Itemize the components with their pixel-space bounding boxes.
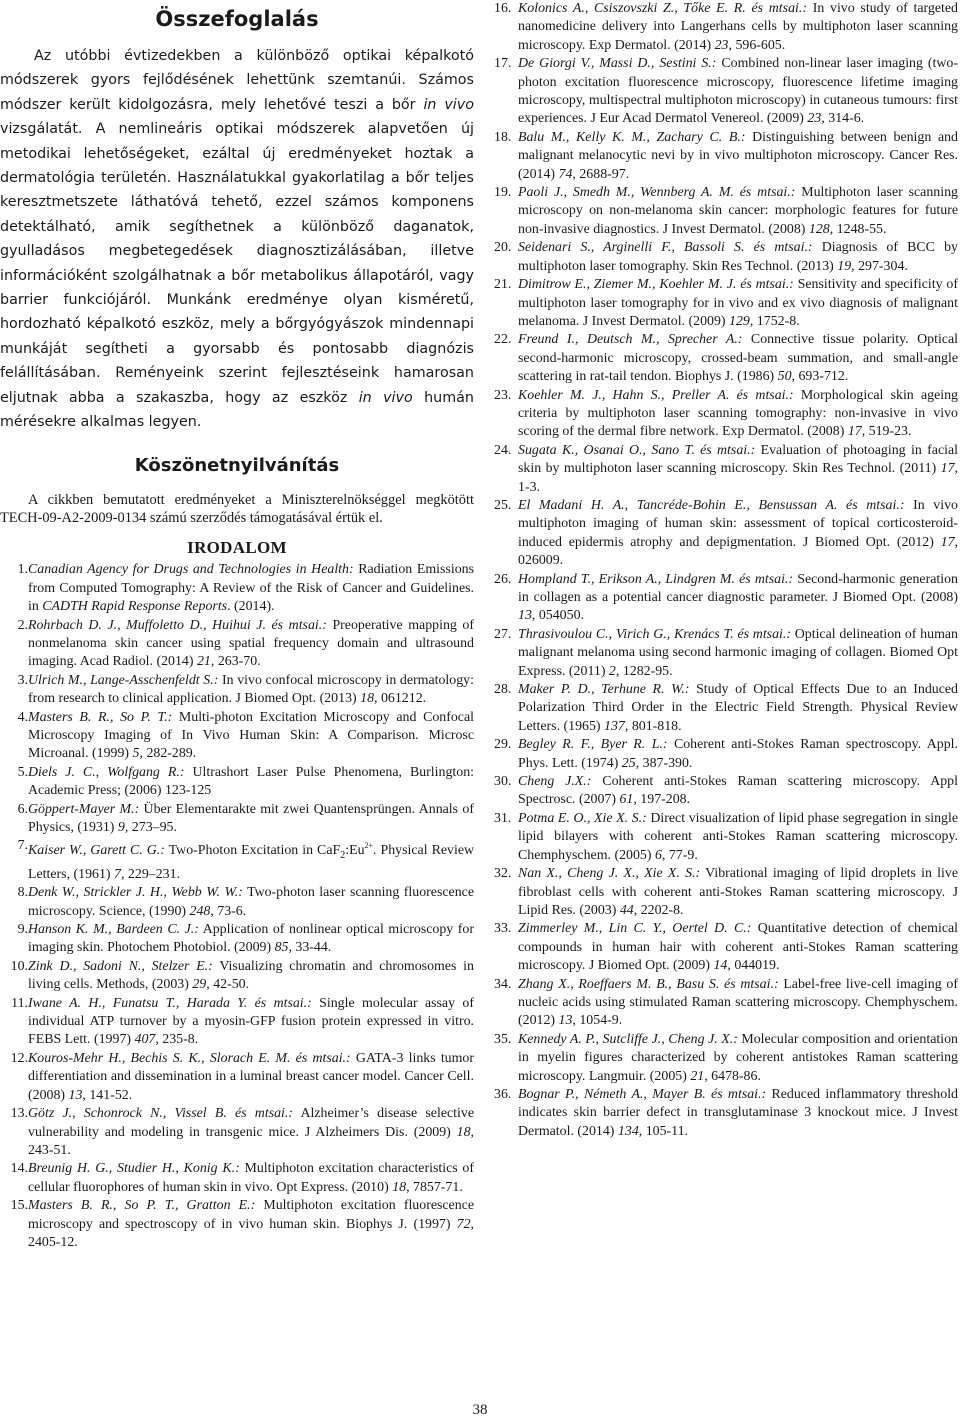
reference-authors: Koehler M. J., Hahn S., Preller A. és mtsai.:	[518, 387, 794, 403]
reference-item	[494, 976, 958, 1031]
reference-volume: 17	[940, 534, 955, 550]
reference-pages: , 314-6.	[821, 111, 865, 127]
acknowledgements-text: A cikkben bemutatott eredményeket a Miniszterelnökséggel megkötött TECH-09-A2-2009-0134 számú szerződés támogatásával értük el.	[0, 491, 474, 526]
reference-volume: 248	[189, 903, 211, 919]
reference-number	[0, 1197, 28, 1215]
reference-text: Coherent anti-Stokes Raman scattering microscopy. Appl Spectrosc. (2007)	[518, 774, 958, 808]
reference-pages: , 273–95.	[124, 820, 177, 835]
reference-number	[494, 0, 520, 18]
reference-number	[0, 709, 28, 727]
reference-number	[0, 561, 28, 579]
reference-pages: , 1054-9.	[572, 1013, 623, 1029]
reference-number-text: 36.	[494, 1086, 512, 1102]
reference-volume: 14	[713, 958, 728, 974]
reference-item	[494, 920, 958, 975]
reference-authors: Breunig H. G., Studier H., Konig K.:	[28, 1161, 240, 1177]
summary-text: vizsgálatát. A nemlineáris optikai módszerek alapvetően új metodikai lehetőségeket, ezáltal új eredményeket hoztak a dermatológia területén. Használatukkal gyakorlatilag a bőr teljes keresztmetszete láthatóvá tehető, ezzel számos komponens detektálható, amik segíthetnek a különböző daganatok, gyulladásos megbetegedések diagnosztizálásában, illetve információként szolgálhatnak a bőr metabolikus állapotáról, vagy barrier funkciójáról. Munkánk eredménye olyan kisméretű, hordozható képalkotó eszköz, mely a bőrgyógyászok mindennapi munkáját segítheti a gyorsabb és pontosabb diagnózis felállításában. Reményeink szerint fejlesztéseink hamarosan eljutnak abba a szakaszba, hogy az eszköz	[0, 121, 474, 406]
reference-volume: 74	[558, 166, 573, 182]
reference-item	[494, 0, 958, 55]
reference-number	[0, 764, 28, 782]
reference-number-text: 25.	[494, 497, 512, 513]
reference-number	[494, 865, 520, 883]
reference-publication: CADTH Rapid Response Reports	[42, 599, 228, 615]
reference-volume: 23	[714, 37, 729, 53]
reference-pages: , 387-390.	[635, 755, 693, 771]
reference-text: In vivo confocal microscopy in dermatology: from research to clinical application. J Biomed Opt. (2013)	[28, 672, 474, 707]
reference-number-text: 16.	[494, 1, 512, 16]
reference-item	[494, 1086, 958, 1141]
reference-pages: . (2014).	[227, 599, 275, 615]
reference-volume: 128	[808, 221, 830, 237]
reference-volume: 7	[114, 866, 121, 882]
reference-authors: Zimmerley M., Lin C. Y., Oertel D. C.:	[518, 921, 752, 937]
reference-number	[0, 1050, 28, 1068]
reference-number-text: 35.	[494, 1031, 512, 1047]
reference-number	[0, 921, 28, 939]
reference-text: Multiphoton excitation characteristics of cellular fluorophores of human skin in vivo. Opt Express. (2010)	[28, 1161, 474, 1195]
reference-authors: Freund I., Deutsch M., Sprecher A.:	[518, 332, 743, 348]
reference-number-text: 24.	[494, 442, 512, 458]
reference-volume: 13	[68, 1087, 83, 1103]
right-column	[494, 0, 958, 1141]
reference-text: Study of Optical Effects Due to an Induced Polarization Third Order in the Electric Field Strength. Physical Review Letters. (1965)	[518, 682, 958, 734]
reference-authors: Masters B. R., So P. T., Gratton E.:	[28, 1198, 256, 1214]
reference-authors: Rohrbach D. J., Muffoletto D., Huihui J. és mtsai.:	[28, 617, 327, 633]
reference-text: Über Elementarakte mit zwei Quantensprüngen. Annals of Physics, (1931)	[28, 801, 474, 835]
reference-list-right	[494, 0, 958, 1141]
reference-pages: , 282-289.	[139, 746, 197, 762]
reference-volume: 129	[729, 313, 750, 329]
reference-volume: 9	[117, 820, 125, 835]
reference-volume: 50	[777, 369, 792, 385]
acknowledgements-title: Köszönetnyilvánítás	[134, 454, 340, 476]
reference-volume: 134	[617, 1123, 639, 1139]
reference-authors: El Madani H. A., Tancréde-Bohin E., Bensussan A. és mtsai.:	[518, 497, 905, 513]
reference-number-text: 12.	[10, 1050, 28, 1066]
reference-authors: Thrasivoulou C., Virich G., Krenács T. és mtsai.:	[518, 626, 791, 642]
reference-number	[494, 387, 520, 405]
reference-text: Direct visualization of lipid phase segregation in single lipid bilayers with coherent anti-Stokes Raman scattering microscopy. Chemphyschem. (2005)	[518, 810, 958, 863]
left-column	[0, 0, 474, 1252]
reference-authors: Iwane A. H., Funatsu T., Harada Y. és mtsai.:	[28, 995, 312, 1011]
reference-item	[494, 865, 958, 920]
reference-pages: , 2405-12.	[28, 1216, 474, 1250]
reference-volume: 44	[619, 902, 634, 918]
reference-pages: , 33-44.	[288, 940, 332, 956]
reference-number	[494, 239, 520, 257]
reference-number	[0, 1160, 28, 1178]
reference-authors: Balu M., Kelly K. M., Zachary C. B.:	[518, 129, 746, 145]
reference-text: Multi-photon Excitation Microscopy and Confocal Microscopy Imaging of In Vivo Human Skin: A Comparison. Microsc Microanal. (1999)	[28, 709, 474, 762]
reference-volume: 29	[192, 977, 207, 993]
reference-authors: Denk W., Strickler J. H., Webb W. W.:	[28, 885, 243, 901]
reference-text: Distinguishing between benign and malignant melanocytic nevi by in vivo multiphoton microscopy. Cancer Res. (2014)	[518, 129, 959, 182]
reference-text: In vivo study of targeted nanomedicine delivery into Langerhans cells by multiphoton laser scanning microscopy. Exp Dermatol. (2014)	[518, 1, 959, 53]
reference-volume: 21	[690, 1068, 705, 1084]
reference-pages: , 105-11.	[638, 1123, 689, 1139]
reference-pages: , 1-3.	[518, 461, 958, 495]
reference-item	[494, 239, 958, 276]
reference-authors: Nan X., Cheng J. X., Xie X. S.:	[518, 866, 701, 882]
reference-pages: , 596-605.	[728, 37, 786, 53]
reference-authors: Maker P. D., Terhune R. W.:	[518, 682, 690, 698]
reference-authors: Seidenari S., Arginelli F., Bassoli S. és mtsai.:	[518, 240, 813, 256]
reference-number-text: 31.	[494, 810, 512, 826]
reference-item	[494, 331, 958, 386]
reference-item	[0, 709, 474, 764]
reference-authors: Bognar P., Németh A., Mayer B. és mtsai.:	[518, 1086, 767, 1102]
reference-number-text: 5.	[17, 764, 28, 780]
reference-pages: , 141-52.	[82, 1087, 133, 1103]
reference-number-text: 7.	[17, 838, 28, 854]
reference-item	[0, 921, 474, 958]
reference-number	[0, 837, 28, 855]
reference-text: Vibrational imaging of lipid droplets in live fibroblast cells with coherent anti-Stokes Raman scattering microscopy. J Lipid Res. (2003)	[518, 866, 958, 918]
reference-text: Evaluation of photoaging in facial skin by multiphoton laser scanning microscopy. Skin Res Technol. (2011)	[518, 442, 958, 477]
reference-number-text: 20.	[494, 240, 512, 256]
reference-number	[494, 736, 520, 754]
reference-number	[0, 801, 28, 819]
reference-authors: Götz J., Schonrock N., Vissel B. és mtsai.:	[28, 1106, 294, 1122]
reference-number-text: 6.	[17, 801, 28, 817]
reference-number	[494, 129, 520, 147]
reference-number	[0, 1105, 28, 1123]
reference-item	[494, 276, 958, 331]
reference-pages: , 1282-95.	[615, 663, 673, 679]
reference-number-text: 9.	[17, 922, 28, 938]
reference-authors: Kaiser W., Garett C. G.:	[28, 843, 165, 859]
reference-volume: 137	[604, 718, 625, 734]
reference-text: Combined non-linear laser imaging (two-photon excitation fluorescence microscopy, fluorescence lifetime imaging microscopy, multispectral multiphoton microscopy) in cutaneous tumours: first experiences. J Eur Acad Dermatol Venereol. (2009)	[518, 56, 958, 127]
reference-text: Ultrashort Laser Pulse Phenomena, Burlington: Academic Press; (2006) 123-125	[28, 764, 474, 799]
reference-number	[494, 184, 520, 202]
reference-number	[494, 920, 520, 938]
page-number: 38	[472, 1402, 488, 1418]
reference-item	[494, 736, 958, 773]
reference-number	[0, 995, 28, 1013]
reference-text: Single molecular assay of individual ATP turnover by a myosin-GFP fusion protein expressed in vitro. FEBS Lett. (1997)	[28, 995, 474, 1048]
reference-number-text: 4.	[17, 709, 28, 725]
reference-volume: 2	[608, 663, 616, 679]
reference-number-text: 10.	[10, 958, 28, 974]
reference-item	[0, 1105, 474, 1160]
reference-number-text: 19.	[494, 185, 512, 201]
reference-number-text: 3.	[17, 672, 28, 688]
reference-authors: Kolonics A., Csiszovszki Z., Tőke E. R. és mtsai.:	[518, 1, 807, 16]
reference-volume: 23	[807, 111, 822, 127]
reference-authors: Göppert-Mayer M.:	[28, 801, 140, 817]
reference-text: Application of nonlinear optical microscopy for imaging skin. Photochem Photobiol. (2009)	[28, 922, 474, 956]
reference-number	[494, 331, 520, 349]
reference-number	[0, 672, 28, 690]
summary-italic-text: in vivo	[358, 389, 413, 406]
reference-pages: , 243-51.	[28, 1124, 474, 1158]
summary-text: Az utóbbi évtizedekben a különböző optikai képalkotó módszerek gyors fejlődésének lehettünk szemtanúi. Számos módszer került kidolgozásra, mely lehetővé teszi a bőr	[0, 48, 474, 113]
reference-text: Reduced inflammatory threshold indicates skin barrier defect in transglutaminase 3 knockout mice. J Invest Dermatol. (2014)	[518, 1086, 958, 1139]
reference-number	[494, 681, 520, 699]
reference-text: Alzheimer’s disease selective vulnerability and modeling in transgenic mice. J Alzheimers Dis. (2009)	[28, 1106, 474, 1140]
reference-text: Multiphoton excitation fluorescence microscopy and spectroscopy of in vivo human skin. Biophys J. (1997)	[28, 1198, 474, 1232]
reference-text: Diagnosis of BCC by multiphoton laser tomography. Skin Res Technol. (2013)	[518, 240, 958, 274]
reference-authors: De Giorgi V., Massi D., Sestini S.:	[518, 56, 717, 72]
reference-text: Morphological skin ageing criteria by multiphoton laser scanning tomography: non-invasive in vivo scoring of the dermal fibre network. Exp Dermatol. (2008)	[518, 387, 958, 440]
reference-authors: Zhang X., Roeffaers M. B., Basu S. és mtsai.:	[518, 976, 779, 992]
reference-pages: , 801-818.	[624, 718, 682, 734]
reference-text: Two-photon laser scanning fluorescence microscopy. Science, (1990)	[28, 885, 474, 919]
reference-pages: , 235-8.	[155, 1032, 199, 1048]
reference-text: Second-harmonic generation in collagen as a potential cancer diagnostic parameter. J Biomed Opt. (2008)	[518, 571, 958, 605]
reference-pages: , 73-6.	[210, 903, 247, 919]
reference-volume: 6	[654, 847, 662, 863]
reference-volume: 18	[392, 1179, 407, 1195]
reference-number	[0, 958, 28, 976]
reference-pages: , 693-712.	[791, 369, 849, 385]
reference-number	[494, 1031, 520, 1049]
reference-number-text: 11.	[11, 995, 28, 1011]
reference-list-left	[0, 561, 474, 1252]
reference-text: In vivo multiphoton imaging of human skin: assessment of topical corticosteroid-induced epidermis atrophy and depigmentation. J Biomed Opt. (2012)	[518, 497, 958, 550]
chemical-superscript: 2+	[364, 841, 374, 851]
reference-number	[494, 976, 520, 994]
reference-pages: , 061212.	[374, 691, 427, 707]
reference-number-text: 22.	[494, 332, 512, 348]
reference-pages: , 054050.	[531, 608, 584, 624]
reference-volume: 25	[621, 755, 636, 771]
reference-volume: 21	[196, 654, 211, 670]
reference-item	[494, 773, 958, 810]
reference-pages: , 77-9.	[661, 847, 698, 863]
reference-authors: Potma E. O., Xie X. S.:	[518, 810, 647, 826]
reference-number	[494, 773, 520, 791]
reference-volume: 5	[132, 746, 140, 762]
reference-volume: 18	[360, 691, 375, 707]
reference-number-text: 1.	[17, 562, 28, 578]
reference-number-text: 18.	[494, 129, 512, 145]
reference-authors: Masters B. R., So P. T.:	[28, 709, 173, 725]
reference-text: Sensitivity and specificity of multiphoton laser tomography for in vivo and ex vivo diagnosis of malignant melanoma. J Invest Dermatol. (2009)	[518, 277, 958, 329]
references-title: IRODALOM	[187, 538, 287, 558]
chemical-subscript: 2	[340, 850, 346, 862]
reference-number-text: 33.	[494, 921, 512, 937]
reference-text: Two-Photon Excitation in CaF	[164, 843, 341, 859]
reference-item	[494, 681, 958, 736]
reference-authors: Zink D., Sadoni N., Stelzer E.:	[28, 958, 213, 974]
reference-item	[0, 561, 474, 616]
reference-number	[494, 442, 520, 460]
reference-volume: 19	[837, 258, 852, 274]
reference-number	[494, 276, 520, 294]
reference-item	[0, 958, 474, 995]
reference-volume: 61	[619, 792, 634, 808]
reference-pages: , 42-50.	[206, 977, 250, 993]
reference-volume: 407	[134, 1032, 156, 1048]
reference-item	[494, 129, 958, 184]
reference-number-text: 27.	[494, 626, 512, 642]
reference-pages: , 2202-8.	[633, 902, 684, 918]
reference-number	[494, 55, 520, 73]
reference-text: Label-free live-cell imaging of nucleic acids using stimulated Raman scattering microscopy. Chemphyschem. (2012)	[518, 976, 958, 1029]
reference-number	[494, 1086, 520, 1104]
reference-volume: 72	[456, 1216, 471, 1232]
reference-volume: 18	[456, 1124, 471, 1140]
reference-item	[494, 497, 958, 571]
reference-item	[0, 672, 474, 709]
reference-number-text: 29.	[494, 737, 512, 753]
reference-item	[0, 764, 474, 801]
reference-number-text: 15.	[10, 1198, 28, 1214]
reference-text: Radiation Emissions from Computed Tomography: A Review of the Risk of Cancer and Guidelines. in	[28, 562, 474, 615]
summary-text: humán mérésekre alkalmas legyen.	[0, 389, 474, 431]
reference-text: . Physical Review Letters, (1961)	[28, 843, 475, 882]
reference-item	[494, 1031, 958, 1086]
reference-authors: Canadian Agency for Drugs and Technologies in Health:	[28, 562, 354, 578]
reference-text: Multiphoton laser scanning microscopy on non-melanoma skin cancer: morphologic features for future non-invasive diagnostics. J Invest Dermatol. (2008)	[518, 185, 958, 237]
reference-authors: Sugata K., Osanai O., Sano T. és mtsai.:	[518, 442, 756, 458]
reference-number	[0, 617, 28, 635]
reference-number-text: 13.	[10, 1106, 28, 1122]
reference-item	[494, 55, 958, 129]
reference-volume: 13	[558, 1013, 573, 1029]
reference-volume: 13	[518, 608, 532, 624]
reference-number	[494, 571, 520, 589]
reference-number-text: 23.	[494, 387, 512, 403]
reference-authors: Paoli J., Smedh M., Wennberg A. M. és mtsai.:	[518, 185, 796, 201]
reference-number	[494, 810, 520, 828]
reference-pages: , 1752-8.	[749, 313, 800, 329]
reference-item	[0, 884, 474, 921]
reference-item	[494, 184, 958, 239]
reference-authors: Kouros-Mehr H., Bechis S. K., Slorach E. M. és mtsai.:	[28, 1050, 351, 1066]
reference-number	[494, 626, 520, 644]
reference-pages: , 7857-71.	[406, 1179, 463, 1195]
reference-item	[0, 801, 474, 838]
reference-text: Coherent anti-Stokes Raman spectroscopy. Appl. Phys. Lett. (1974)	[518, 737, 959, 771]
reference-number-text: 30.	[494, 774, 512, 790]
reference-number-text: 8.	[17, 885, 28, 901]
reference-authors: Ulrich M., Lange-Asschenfeldt S.:	[28, 672, 219, 688]
reference-pages: , 197-208.	[633, 792, 691, 808]
summary-paragraph	[0, 44, 474, 435]
reference-item	[494, 387, 958, 442]
reference-authors: Dimitrow E., Ziemer M., Koehler M. J. és mtsai.:	[518, 277, 794, 293]
reference-pages: , 519-23.	[861, 424, 912, 440]
reference-authors: Diels J. C., Wolfgang R.:	[28, 764, 185, 780]
reference-pages: , 044019.	[727, 958, 780, 974]
reference-item	[494, 626, 958, 681]
reference-volume: 17	[847, 424, 862, 440]
summary-italic-text: in vivo	[423, 96, 474, 113]
reference-text: :Eu	[345, 843, 365, 859]
reference-volume: 17	[940, 461, 955, 477]
reference-pages: , 2688-97.	[572, 166, 630, 182]
reference-pages: , 6478-86.	[704, 1068, 761, 1084]
reference-number-text: 21.	[494, 277, 512, 293]
reference-item	[0, 1197, 474, 1252]
reference-number	[494, 497, 520, 515]
reference-number-text: 2.	[17, 617, 28, 633]
reference-text: Visualizing chromatin and chromosomes in living cells. Methods, (2003)	[28, 958, 474, 993]
reference-number-text: 32.	[494, 866, 512, 882]
reference-item	[0, 1050, 474, 1105]
reference-number	[0, 884, 28, 902]
reference-item	[494, 810, 958, 865]
reference-pages: , 263-70.	[210, 654, 261, 670]
reference-item	[494, 571, 958, 626]
reference-pages: , 297-304.	[851, 258, 908, 274]
reference-authors: Kennedy A. P., Sutcliffe J., Cheng J. X.:	[518, 1031, 738, 1047]
reference-text: Optical delineation of human malignant melanoma using second harmonic imaging of collagen. Biomed Opt Express. (2011)	[518, 626, 958, 679]
reference-pages: , 229–231.	[120, 866, 181, 882]
reference-text: Preoperative mapping of nonmelanoma skin cancer using spatial frequency domain and ultrasound imaging. Acad Radiol. (2014)	[28, 617, 474, 670]
reference-volume: 85	[274, 940, 289, 956]
reference-text: Connective tissue polarity. Optical second-harmonic microscopy, crossed-beam summation, and small-angle scattering in rat-tail tendon. Biophys J. (1986)	[518, 332, 958, 385]
reference-item	[0, 617, 474, 672]
reference-number-text: 17.	[494, 56, 512, 72]
reference-authors: Cheng J.X.:	[518, 774, 592, 790]
summary-title: Összefoglalás	[155, 7, 319, 31]
reference-authors: Hanson K. M., Bardeen C. J.:	[28, 922, 199, 938]
reference-item	[0, 1160, 474, 1197]
reference-item	[0, 837, 474, 884]
reference-number-text: 34.	[494, 976, 512, 992]
reference-number-text: 14.	[10, 1161, 28, 1177]
reference-item	[494, 442, 958, 497]
reference-text: Molecular composition and orientation in myelin figures characterized by coherent antistokes Raman scattering microscopy. Langmuir. (2005)	[518, 1031, 958, 1084]
reference-pages: , 026009.	[518, 534, 958, 569]
reference-pages: , 1248-55.	[829, 221, 887, 237]
reference-number-text: 28.	[494, 682, 512, 698]
reference-text: Quantitative detection of chemical compounds in human hair with coherent anti-Stokes Raman scattering microscopy. J Biomed Opt. (2009)	[518, 921, 959, 974]
reference-number-text: 26.	[494, 571, 512, 587]
reference-text: GATA-3 links tumor differentiation and dissemination in a luminal breast cancer model. Cancer Cell. (2008)	[28, 1050, 475, 1103]
reference-authors: Begley R. F., Byer R. L.:	[518, 737, 668, 753]
reference-authors: Hompland T., Erikson A., Lindgren M. és mtsai.:	[518, 571, 794, 587]
reference-item	[0, 995, 474, 1050]
